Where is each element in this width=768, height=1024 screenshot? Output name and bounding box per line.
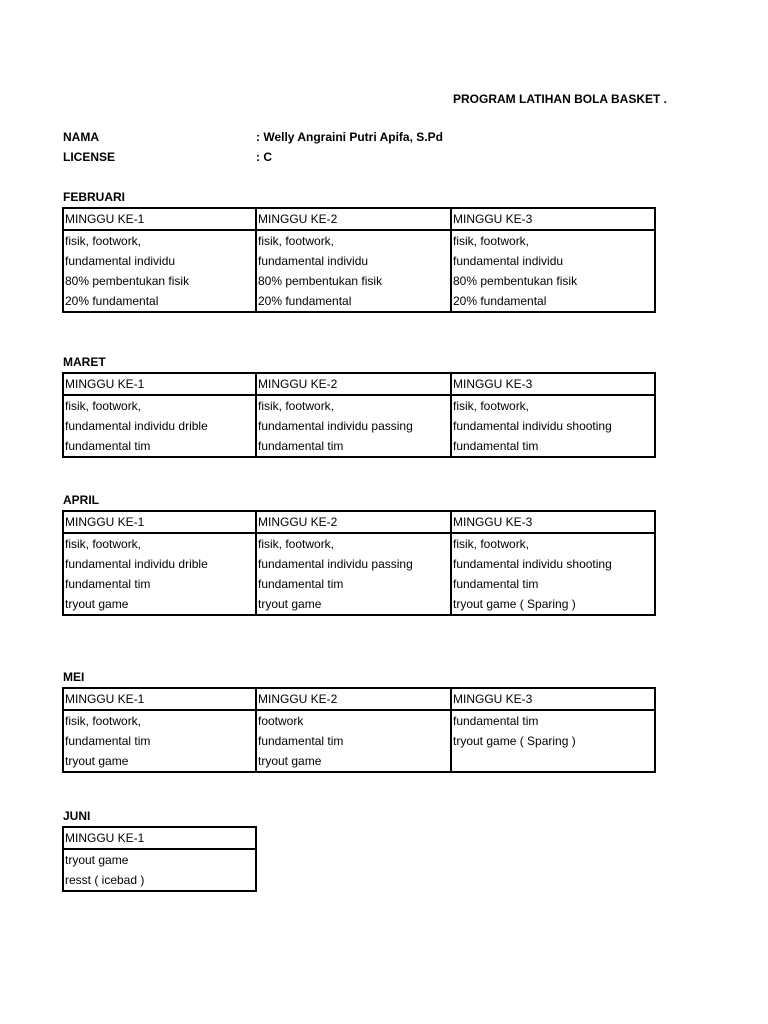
table-row xyxy=(63,710,655,731)
month-label-februari: FEBRUARI xyxy=(63,190,125,204)
header-cell: MINGGU KE-3 xyxy=(451,511,655,533)
table-cell: 20% fundamental xyxy=(256,291,451,312)
header-cell: MINGGU KE-2 xyxy=(256,688,451,710)
table-cell: tryout game xyxy=(63,751,256,772)
table-cell: tryout game ( Sparing ) xyxy=(451,731,655,751)
table-cell: tryout game ( Sparing ) xyxy=(451,594,655,615)
table-cell: fundamental tim xyxy=(63,574,256,594)
table-cell: fisik, footwork, xyxy=(451,533,655,554)
table-cell: fundamental tim xyxy=(451,574,655,594)
header-cell: MINGGU KE-2 xyxy=(256,373,451,395)
table-cell: 20% fundamental xyxy=(451,291,655,312)
table-header-row xyxy=(63,688,655,710)
table-cell: fisik, footwork, xyxy=(63,230,256,251)
table-row xyxy=(63,849,256,870)
license-label: LICENSE xyxy=(63,150,116,164)
table-cell: fundamental individu shooting xyxy=(451,554,655,574)
table-cell: fisik, footwork, xyxy=(63,395,256,416)
table-cell: fisik, footwork, xyxy=(63,710,256,731)
table-cell: resst ( icebad ) xyxy=(63,870,256,891)
table-cell: fisik, footwork, xyxy=(63,533,256,554)
table-cell: 80% pembentukan fisik xyxy=(63,271,256,291)
table-cell: fundamental individu passing xyxy=(256,416,451,436)
table-cell: fisik, footwork, xyxy=(256,395,451,416)
table-header-row xyxy=(63,827,256,849)
table-row xyxy=(63,594,655,615)
table-row xyxy=(63,533,655,554)
table-cell: fundamental tim xyxy=(256,731,451,751)
table-cell: fundamental individu xyxy=(63,251,256,271)
table-row xyxy=(63,574,655,594)
table-row xyxy=(63,251,655,271)
table-cell: fundamental tim xyxy=(63,436,256,457)
table-cell: fisik, footwork, xyxy=(256,230,451,251)
nama-value: : Welly Angraini Putri Apifa, S.Pd xyxy=(256,130,443,144)
table-row xyxy=(63,271,655,291)
month-label-april: APRIL xyxy=(63,493,99,507)
table-row xyxy=(63,751,655,772)
table-row xyxy=(63,554,655,574)
month-label-mei: MEI xyxy=(63,670,85,684)
table-cell: 20% fundamental xyxy=(63,291,256,312)
table-cell: fundamental tim xyxy=(451,710,655,731)
table-cell: fundamental individu drible xyxy=(63,416,256,436)
header-cell: MINGGU KE-1 xyxy=(63,827,256,849)
table-cell: fundamental tim xyxy=(63,731,256,751)
table-row xyxy=(63,416,655,436)
header-cell: MINGGU KE-2 xyxy=(256,208,451,230)
table-cell: fisik, footwork, xyxy=(451,395,655,416)
table-row xyxy=(63,731,655,751)
table-header-row xyxy=(63,373,655,395)
header-cell: MINGGU KE-2 xyxy=(256,511,451,533)
table-cell: tryout game xyxy=(63,849,256,870)
table-header-row xyxy=(63,511,655,533)
license-value: : C xyxy=(256,150,272,164)
table-cell: fundamental tim xyxy=(256,436,451,457)
header-cell: MINGGU KE-3 xyxy=(451,208,655,230)
schedule-table-mei xyxy=(62,687,656,773)
header-cell: MINGGU KE-3 xyxy=(451,688,655,710)
table-cell: fundamental tim xyxy=(451,436,655,457)
header-cell: MINGGU KE-3 xyxy=(451,373,655,395)
table-cell: fundamental individu drible xyxy=(63,554,256,574)
header-cell: MINGGU KE-1 xyxy=(63,208,256,230)
schedule-table-juni xyxy=(62,826,257,892)
table-cell: tryout game xyxy=(256,751,451,772)
table-cell: fisik, footwork, xyxy=(256,533,451,554)
schedule-table-maret xyxy=(62,372,656,458)
schedule-table-april xyxy=(62,510,656,616)
table-cell: fundamental individu passing xyxy=(256,554,451,574)
month-label-juni: JUNI xyxy=(63,809,91,823)
table-cell: fundamental individu shooting xyxy=(451,416,655,436)
table-cell: tryout game xyxy=(63,594,256,615)
table-cell: fisik, footwork, xyxy=(451,230,655,251)
table-cell: 80% pembentukan fisik xyxy=(256,271,451,291)
table-cell: 80% pembentukan fisik xyxy=(451,271,655,291)
header-cell: MINGGU KE-1 xyxy=(63,373,256,395)
page-title: PROGRAM LATIHAN BOLA BASKET . xyxy=(453,92,667,106)
table-cell: fundamental tim xyxy=(256,574,451,594)
schedule-table-februari xyxy=(62,207,656,313)
nama-label: NAMA xyxy=(63,130,99,144)
table-cell: footwork xyxy=(256,710,451,731)
table-header-row xyxy=(63,208,655,230)
table-cell xyxy=(451,751,655,772)
table-cell: fundamental individu xyxy=(256,251,451,271)
table-row xyxy=(63,436,655,457)
table-row xyxy=(63,395,655,416)
table-cell: fundamental individu xyxy=(451,251,655,271)
table-row xyxy=(63,870,256,891)
header-cell: MINGGU KE-1 xyxy=(63,688,256,710)
header-cell: MINGGU KE-1 xyxy=(63,511,256,533)
month-label-maret: MARET xyxy=(63,355,106,369)
table-row xyxy=(63,230,655,251)
table-row xyxy=(63,291,655,312)
table-cell: tryout game xyxy=(256,594,451,615)
